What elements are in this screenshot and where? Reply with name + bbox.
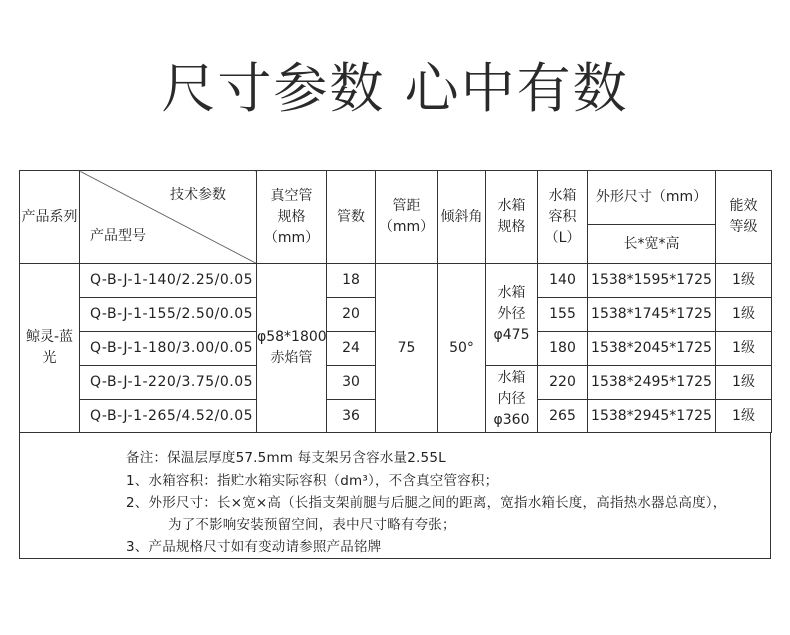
dimensions-cell: 1538*1595*1725 <box>588 264 716 298</box>
notes-box <box>19 432 771 559</box>
header-tank-spec-line: 规格 <box>497 219 526 235</box>
header-energy-line: 等级 <box>729 219 758 235</box>
tube-spec-cell <box>257 264 327 433</box>
tube-count-cell: 18 <box>327 264 376 298</box>
header-tank-spec <box>486 171 538 264</box>
header-tube-spec-line: 规格 <box>277 208 306 225</box>
tube-count-cell: 20 <box>327 298 376 332</box>
header-pitch-line: 管距 <box>392 198 421 214</box>
header-dimensions: 外形尺寸（mm） <box>588 171 716 225</box>
tank-outer-cell <box>486 264 538 366</box>
header-pitch <box>376 171 438 264</box>
series-cell <box>20 264 80 433</box>
tube-spec-line: 赤焰管 <box>270 350 313 366</box>
grade-cell: 1级 <box>716 264 772 298</box>
tube-count-cell: 30 <box>327 366 376 400</box>
dimensions-cell: 1538*1745*1725 <box>588 298 716 332</box>
table-row <box>20 264 772 298</box>
note-remark: 备注：保温层厚度57.5mm 每支架另含容水量2.55L <box>126 450 446 466</box>
model-cell: Q-B-J-1-220/3.75/0.05 <box>80 366 257 400</box>
tube-spec-line: φ58*1800 <box>257 329 327 345</box>
tank-inner-line: 水箱 <box>497 369 526 386</box>
model-cell: Q-B-J-1-140/2.25/0.05 <box>80 264 257 298</box>
dimensions-cell: 1538*2045*1725 <box>588 332 716 366</box>
grade-cell: 1级 <box>716 298 772 332</box>
capacity-cell: 140 <box>538 264 588 298</box>
tube-count-cell: 24 <box>327 332 376 366</box>
header-tube-count: 管数 <box>327 171 376 264</box>
header-tilt: 倾斜角 <box>438 171 486 264</box>
note-item-continuation: 为了不影响安装预留空间，表中尺寸略有夸张； <box>168 517 456 533</box>
capacity-cell: 155 <box>538 298 588 332</box>
note-item: 2、外形尺寸：长×宽×高（长指支架前腿与后腿之间的距离，宽指水箱长度，高指热水器总高度）， <box>126 495 727 511</box>
capacity-cell: 265 <box>538 400 588 433</box>
note-item: 1、水箱容积：指贮水箱实际容积（dm³），不含真空管容积； <box>126 473 499 489</box>
header-pitch-line: （mm） <box>378 219 435 235</box>
tilt-cell: 50° <box>438 264 486 433</box>
note-item: 3、产品规格尺寸如有变动请参照产品铭牌 <box>126 539 382 555</box>
series-line: 光 <box>42 350 57 366</box>
header-tube-spec-line: （mm） <box>263 229 320 246</box>
capacity-cell: 220 <box>538 366 588 400</box>
tank-outer-line: 水箱 <box>497 285 526 301</box>
header-dimensions-sub: 长*宽*高 <box>588 225 716 264</box>
dimensions-cell: 1538*2945*1725 <box>588 400 716 433</box>
header-capacity <box>538 171 588 264</box>
tube-count-cell: 36 <box>327 400 376 433</box>
grade-cell: 1级 <box>716 332 772 366</box>
header-series: 产品系列 <box>20 171 80 264</box>
header-capacity-line: （L） <box>544 229 581 246</box>
tank-inner-cell <box>486 366 538 433</box>
series-line: 鲸灵-蓝 <box>25 329 74 345</box>
capacity-cell: 180 <box>538 332 588 366</box>
header-diagonal-cell <box>80 171 257 264</box>
pitch-cell: 75 <box>376 264 438 433</box>
model-cell: Q-B-J-1-265/4.52/0.05 <box>80 400 257 433</box>
header-capacity-line: 容积 <box>548 208 577 225</box>
model-cell: Q-B-J-1-180/3.00/0.05 <box>80 332 257 366</box>
header-tech-params: 技术参数 <box>170 187 226 203</box>
dimensions-cell: 1538*2495*1725 <box>588 366 716 400</box>
header-tube-spec-line: 真空管 <box>270 187 313 204</box>
page-title: 尺寸参数 心中有数 <box>161 57 629 120</box>
grade-cell: 1级 <box>716 366 772 400</box>
model-cell: Q-B-J-1-155/2.50/0.05 <box>80 298 257 332</box>
header-energy-grade <box>716 171 772 264</box>
header-model: 产品型号 <box>90 228 146 244</box>
tank-inner-line: φ360 <box>493 411 530 428</box>
spec-table <box>19 170 772 433</box>
header-tank-spec-line: 水箱 <box>497 198 526 214</box>
header-energy-line: 能效 <box>729 198 758 214</box>
header-tube-spec <box>257 171 327 264</box>
tank-inner-line: 内径 <box>497 390 526 407</box>
tank-outer-line: 外径 <box>497 306 526 322</box>
tank-outer-line: φ475 <box>493 327 530 343</box>
header-capacity-line: 水箱 <box>548 187 577 204</box>
grade-cell: 1级 <box>716 400 772 433</box>
